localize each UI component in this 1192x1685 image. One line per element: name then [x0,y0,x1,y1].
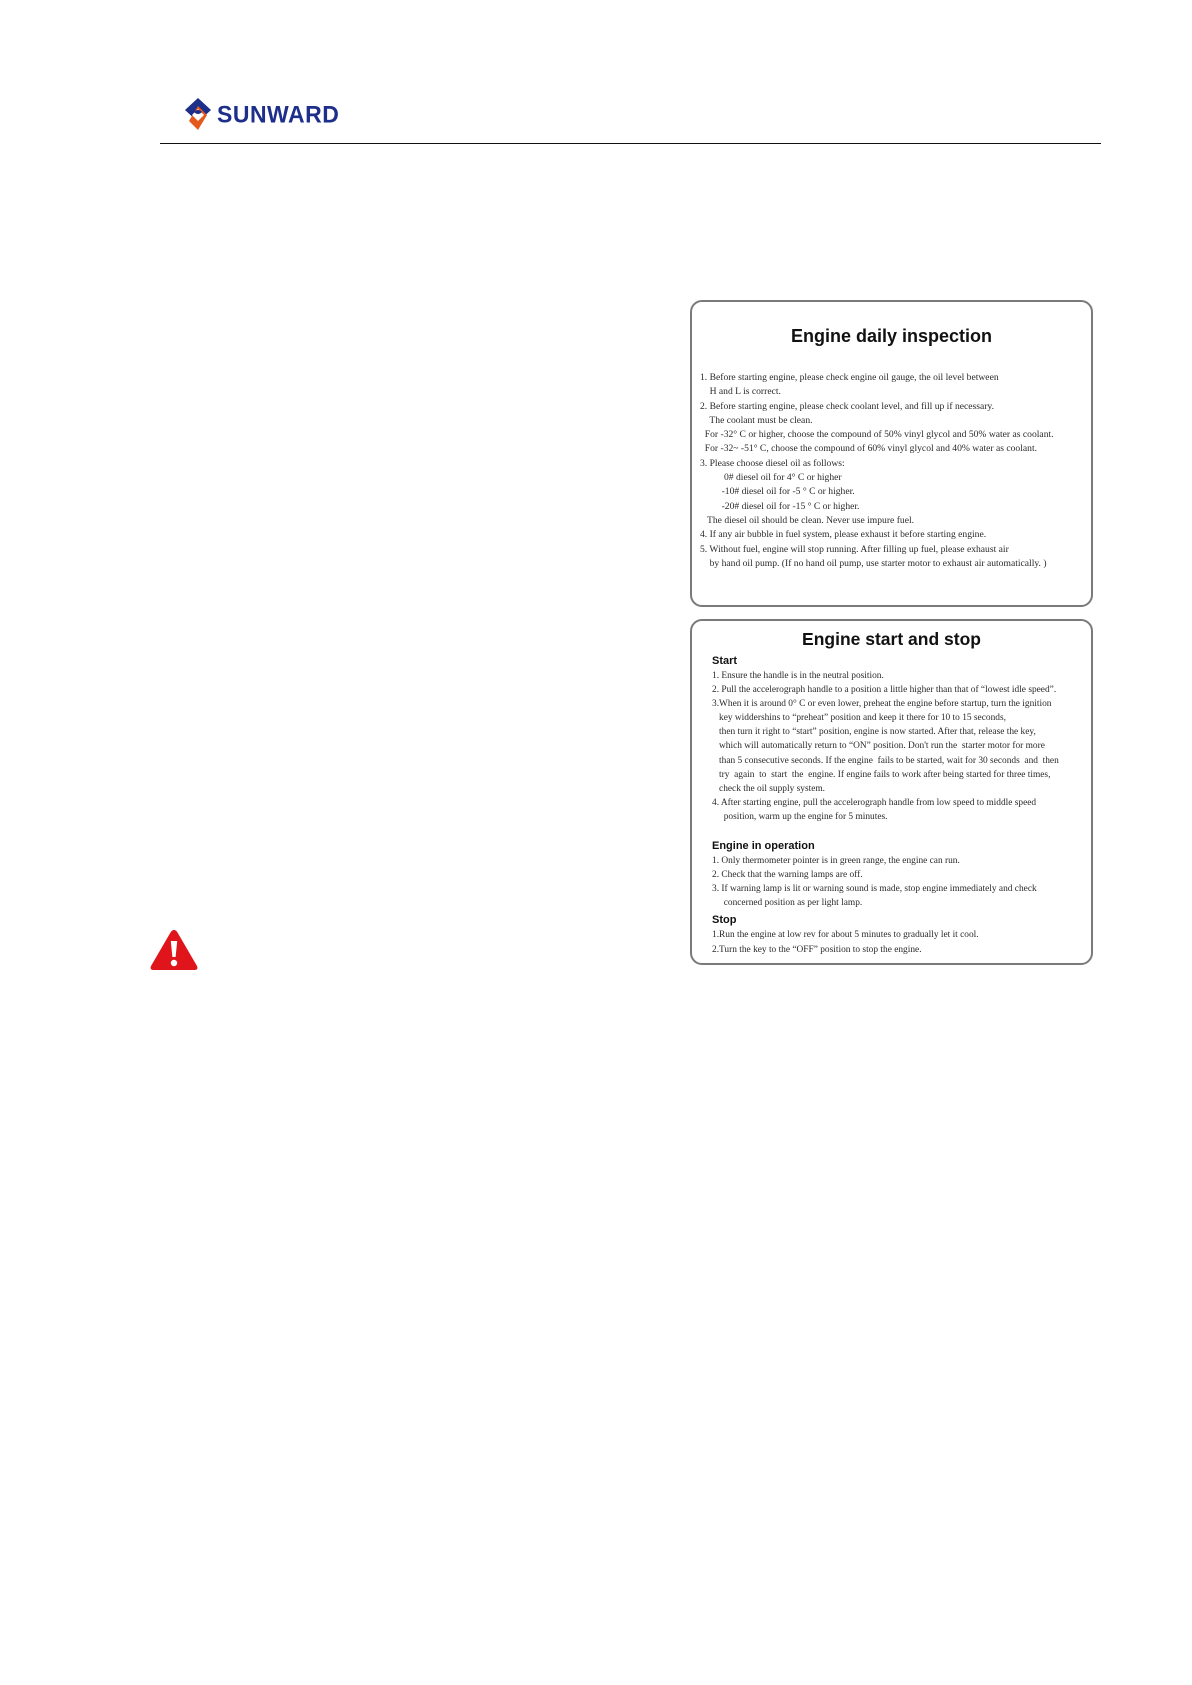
inspection-line: 3. Please choose diesel oil as follows: [700,457,845,469]
start-line: key widdershins to “preheat” position and keep it there for 10 to 15 seconds, [712,713,1006,724]
inspection-line: -20# diesel oil for -15 ° C or higher. [700,500,860,512]
inspection-line: by hand oil pump. (If no hand oil pump, use starter motor to exhaust air automatically. ) [700,557,1047,569]
start-line: position, warm up the engine for 5 minutes. [712,811,888,822]
brand-name: SUNWARD [217,99,340,128]
start-line: which will automatically return to “ON” position. Don't run the starter motor for more [712,741,1045,752]
start-stop-title: Engine start and stop [802,629,981,649]
operation-line: concerned position as per light lamp. [712,898,863,909]
operation-line: 1. Only thermometer pointer is in green range, the engine can run. [712,856,960,867]
stop-heading: Stop [712,914,737,927]
warning-sign [149,928,199,972]
inspection-line: The diesel oil should be clean. Never use impure fuel. [700,514,915,526]
operation-lines [692,854,1091,910]
inspection-line: For -32° C or higher, choose the compound of 50% vinyl glycol and 50% water as coolant. [700,429,1054,441]
sunward-logo-icon [183,97,213,131]
start-lines [692,669,1091,824]
start-line: 4. After starting engine, pull the accelerograph handle from low speed to middle speed [712,797,1037,808]
start-heading: Start [712,655,738,667]
stop-lines [692,928,1091,956]
start-line: try again to start the engine. If engine fails to work after being started for three times, [712,769,1051,780]
inspection-lines [692,371,1091,571]
stop-line: 1.Run the engine at low rev for about 5 minutes to gradually let it cool. [712,930,979,941]
operation-line: 2. Check that the warning lamps are off. [712,870,863,881]
header-divider [160,143,1101,144]
inspection-line: 2. Before starting engine, please check coolant level, and fill up if necessary. [700,400,995,412]
operation-line: 3. If warning lamp is lit or warning sound is made, stop engine immediately and check [712,884,1037,895]
inspection-title: Engine daily inspection [790,326,993,346]
inspection-line: 5. Without fuel, engine will stop running. After filling up fuel, please exhaust air [700,543,1009,555]
start-line: than 5 consecutive seconds. If the engine fails to be started, wait for 30 seconds and then [712,755,1059,766]
inspection-line: 1. Before starting engine, please check engine oil gauge, the oil level between [700,372,999,383]
inspection-line: For -32~ -51° C, choose the compound of 60% vinyl glycol and 40% water as coolant. [700,443,1038,455]
inspection-line: 0# diesel oil for 4° C or higher [700,472,842,484]
start-line: then turn it right to “start” position, engine is now started. After that, release the key, [712,727,1036,738]
inspection-line: The coolant must be clean. [700,414,813,426]
section-gap [692,824,1091,838]
inspection-line: H and L is correct. [700,386,781,398]
inspection-line: 4. If any air bubble in fuel system, please exhaust it before starting engine. [700,529,987,541]
engine-daily-inspection-panel [690,300,1093,607]
brand-logo [183,97,339,131]
operation-heading: Engine in operation [712,840,815,853]
start-line: 2. Pull the accelerograph handle to a position a little higher than that of “lowest idle speed”. [712,685,1057,696]
engine-start-stop-panel [690,619,1093,965]
start-line: 3.When it is around 0° C or even lower, preheat the engine before startup, turn the ignition [712,699,1052,710]
page-header [0,0,1192,145]
start-line: 1. Ensure the handle is in the neutral position. [712,671,884,681]
start-line: check the oil supply system. [712,783,826,794]
stop-line: 2.Turn the key to the “OFF” position to stop the engine. [712,944,922,955]
inspection-line: -10# diesel oil for -5 ° C or higher. [700,486,855,498]
warning-triangle-icon [149,928,199,972]
